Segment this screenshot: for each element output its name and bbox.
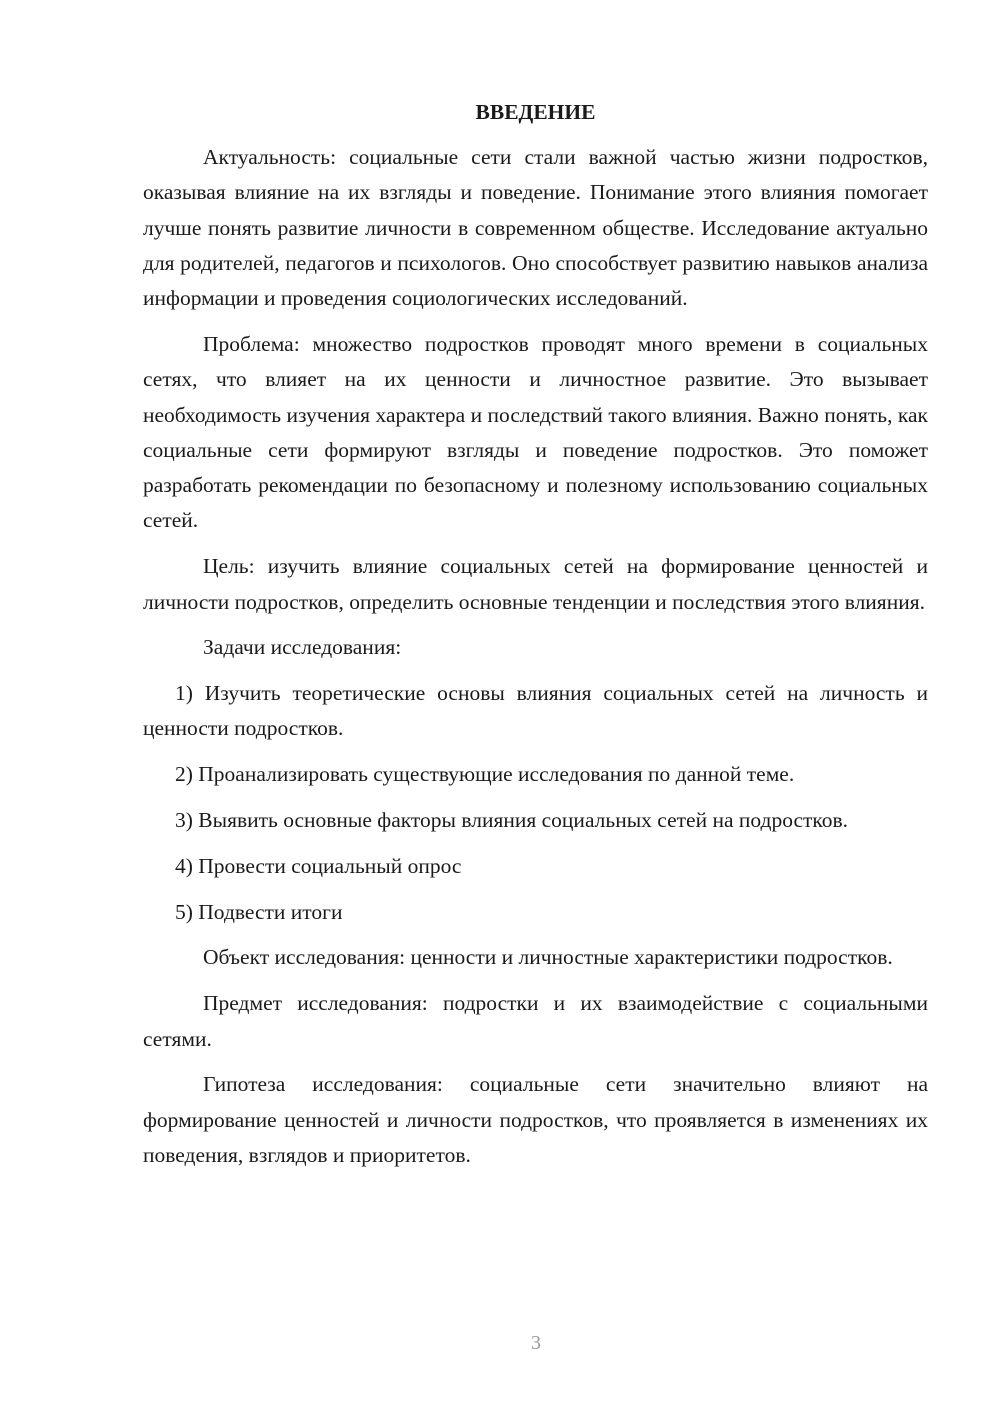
section-title: ВВЕДЕНИЕ (475, 100, 596, 124)
task-item-3: 3) Выявить основные факторы влияния социальных сетей на подростков. (175, 808, 849, 833)
task-item-5: 5) Подвести итоги (175, 899, 343, 924)
paragraph-hypothesis: Гипотеза исследования: социальные сети значительно влияют на формирование ценностей и личности подростков, что проявляется в изменениях их поведения, взглядов и приоритетов. (143, 1072, 928, 1167)
paragraph-subject: Предмет исследования: подростки и их взаимодействие с социальными сетями. (143, 991, 928, 1051)
task-item-4: 4) Провести социальный опрос (175, 853, 462, 878)
paragraph-tasks-heading: Задачи исследования: (203, 635, 402, 660)
paragraph-relevance: Актуальность: социальные сети стали важной частью жизни подростков, оказывая влияние на их взгляды и поведение. Понимание этого влияния помогает лучше понять развитие личности в современном обществе. Исследование актуально для родителей, педагогов и психологов. Оно способствует развитию навыков анализа информации и проведения социологических исследований. (143, 145, 928, 311)
task-item-1: 1) Изучить теоретические основы влияния социальных сетей на личность и ценности подростков. (143, 681, 928, 741)
paragraph-problem: Проблема: множество подростков проводят много времени в социальных сетях, что влияет на их ценности и личностное развитие. Это вызывает необходимость изучения характера и последствий такого влияния. Важно понять, как социальные сети формируют взгляды и поведение подростков. Это поможет разработать рекомендации по безопасному и полезному использованию социальных сетей. (143, 331, 928, 533)
paragraph-goal: Цель: изучить влияние социальных сетей на формирование ценностей и личности подростков, определить основные тенденции и последствия этого влияния. (143, 554, 928, 614)
task-item-2: 2) Проанализировать существующие исследования по данной теме. (175, 762, 795, 787)
page-number: 3 (531, 1332, 541, 1354)
paragraph-object: Объект исследования: ценности и личностные характеристики подростков. (203, 945, 893, 970)
document-page (143, 96, 928, 1184)
